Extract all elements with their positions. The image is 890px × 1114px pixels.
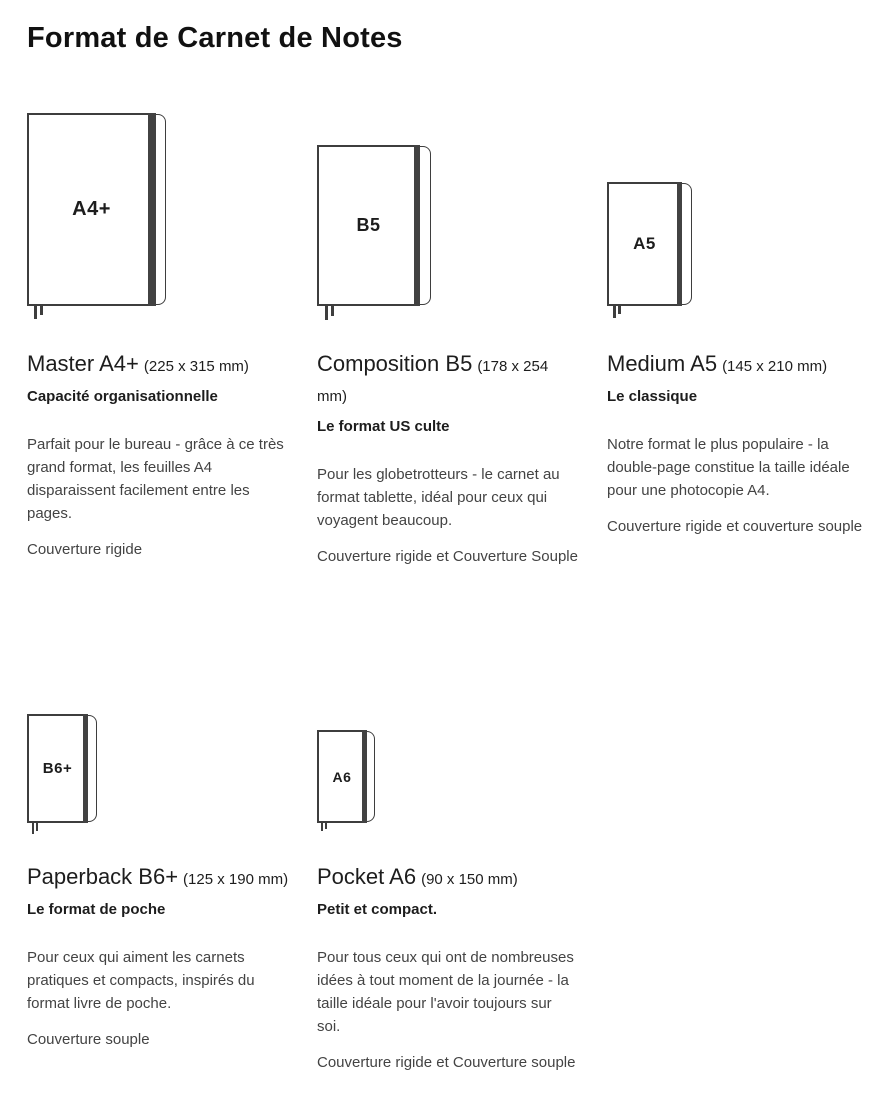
card-tagline: Le format US culte bbox=[317, 418, 450, 435]
format-name: Composition B5 bbox=[317, 351, 473, 376]
format-card-composition-b5 bbox=[317, 96, 579, 568]
format-label: A6 bbox=[332, 768, 352, 785]
notebook-figure-a4plus bbox=[27, 96, 289, 306]
elastic-band bbox=[414, 145, 420, 306]
format-label: B5 bbox=[356, 215, 381, 235]
notebook-illustration-b6plus bbox=[27, 714, 97, 823]
bookmark-ribbon-icon bbox=[32, 822, 34, 834]
card-title bbox=[317, 863, 579, 893]
bookmark-ribbon-icon bbox=[40, 305, 43, 315]
card-title bbox=[27, 863, 289, 893]
format-card-master-a4plus bbox=[27, 96, 289, 568]
notebook-figure-a6 bbox=[317, 700, 579, 823]
front-cover bbox=[607, 182, 682, 306]
elastic-band bbox=[148, 113, 156, 306]
card-cover-types: Couverture rigide et Couverture Souple bbox=[317, 548, 578, 565]
format-card-medium-a5 bbox=[607, 96, 869, 568]
card-description: Pour les globetrotteurs - le carnet au format tablette, idéal pour ceux qui voyagent beaucoup. bbox=[317, 466, 560, 529]
card-title bbox=[317, 350, 579, 410]
card-tagline: Le format de poche bbox=[27, 901, 166, 918]
notebook-illustration-a5 bbox=[607, 182, 692, 306]
formats-row-2 bbox=[27, 700, 890, 1074]
notebook-figure-b5 bbox=[317, 96, 579, 306]
front-cover bbox=[27, 714, 88, 823]
front-cover bbox=[317, 145, 420, 306]
bookmark-ribbon-icon bbox=[321, 822, 323, 831]
notebook-illustration-b5 bbox=[317, 145, 431, 306]
front-cover bbox=[317, 730, 367, 823]
format-dimensions: (90 x 150 mm) bbox=[421, 871, 518, 888]
format-dimensions: (225 x 315 mm) bbox=[143, 358, 249, 375]
bookmark-ribbon-icon bbox=[618, 305, 621, 314]
elastic-band bbox=[362, 730, 367, 823]
front-cover bbox=[27, 113, 156, 306]
format-dimensions: (125 x 190 mm) bbox=[183, 871, 289, 888]
empty-grid-cell bbox=[607, 700, 869, 1074]
format-card-pocket-a6 bbox=[317, 700, 579, 1074]
format-card-paperback-b6plus bbox=[27, 700, 289, 1074]
notebook-figure-b6plus bbox=[27, 700, 289, 823]
format-name: Pocket A6 bbox=[317, 864, 417, 889]
bookmark-ribbon-icon bbox=[325, 822, 327, 829]
card-cover-types: Couverture rigide bbox=[27, 541, 143, 558]
format-name: Master A4+ bbox=[27, 351, 139, 376]
notebook-illustration-a6 bbox=[317, 730, 375, 823]
card-tagline: Petit et compact. bbox=[317, 901, 438, 918]
card-description: Notre format le plus populaire - la double-page constitue la taille idéale pour une photocopie A4. bbox=[607, 436, 850, 499]
card-cover-types: Couverture rigide et couverture souple bbox=[607, 518, 863, 535]
card-description: Parfait pour le bureau - grâce à ce très grand format, les feuilles A4 disparaissent facilement entre les pages. bbox=[27, 436, 284, 522]
page-title: Format de Carnet de Notes bbox=[27, 22, 403, 54]
format-dimensions: (145 x 210 mm) bbox=[722, 358, 828, 375]
card-tagline: Le classique bbox=[607, 388, 698, 405]
card-title bbox=[607, 350, 869, 380]
bookmark-ribbon-icon bbox=[613, 305, 616, 318]
format-name: Paperback B6+ bbox=[27, 864, 179, 889]
notebook-figure-a5 bbox=[607, 96, 869, 306]
format-label: A5 bbox=[633, 234, 656, 253]
elastic-band bbox=[677, 182, 682, 306]
card-description: Pour ceux qui aiment les carnets pratiques et compacts, inspirés du format livre de poche. bbox=[27, 949, 255, 1012]
formats-row-1 bbox=[27, 96, 890, 700]
card-description: Pour tous ceux qui ont de nombreuses idées à tout moment de la journée - la taille idéale pour l'avoir toujours sur soi. bbox=[317, 949, 574, 1035]
bookmark-ribbon-icon bbox=[34, 305, 37, 319]
bookmark-ribbon-icon bbox=[36, 822, 38, 831]
card-cover-types: Couverture souple bbox=[27, 1031, 150, 1048]
format-label: A4+ bbox=[72, 198, 111, 220]
format-name: Medium A5 bbox=[607, 351, 718, 376]
card-tagline: Capacité organisationnelle bbox=[27, 388, 218, 405]
card-cover-types: Couverture rigide et Couverture souple bbox=[317, 1054, 576, 1071]
bookmark-ribbon-icon bbox=[331, 305, 334, 316]
notebook-illustration-a4plus bbox=[27, 113, 166, 306]
format-label: B6+ bbox=[42, 760, 73, 777]
bookmark-ribbon-icon bbox=[325, 305, 328, 320]
card-title bbox=[27, 350, 289, 380]
elastic-band bbox=[83, 714, 88, 823]
format-dimensions: (178 x 254 mm) bbox=[317, 358, 549, 405]
